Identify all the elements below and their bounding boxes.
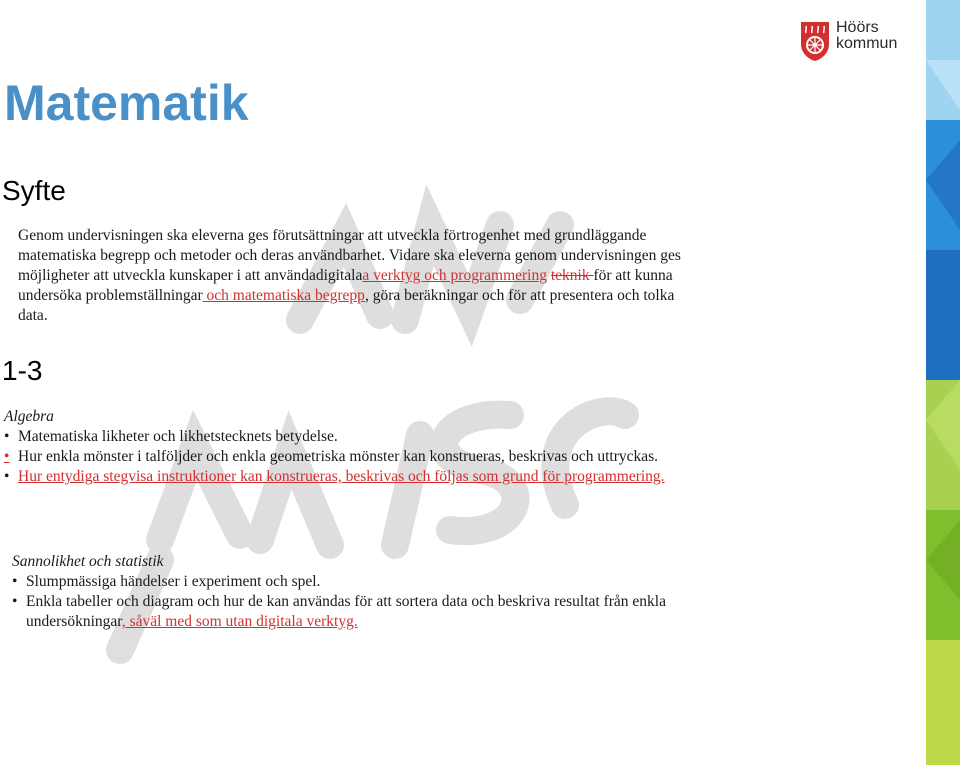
list-item-insertion: , såväl med som utan digitala verktyg. — [121, 613, 358, 630]
syfte-insertion-1: a verktyg och programmering — [362, 267, 547, 284]
bullet: • — [4, 468, 10, 485]
statistik-section — [12, 552, 722, 632]
list-item-text: Hur entydiga stegvisa instruktioner kan konstrueras, beskrivas och följas som grund för programmering. — [18, 468, 665, 485]
list-item-text: Slumpmässiga händelser i experiment och spel. — [26, 573, 321, 590]
syfte-paragraph — [18, 226, 698, 326]
list-item — [12, 572, 722, 592]
logo-line1: Höörs — [836, 19, 879, 36]
list-item-text: Hur enkla mönster i talföljder och enkla geometriska mönster kan konstrueras, beskrivas och uttryckas. — [18, 448, 659, 465]
shield-icon — [799, 20, 831, 62]
syfte-text-2: för att kunna undersöka problemställningar — [18, 267, 673, 304]
syfte-text-3: , göra beräkningar och för att presentera och tolka data. — [18, 287, 675, 324]
statistik-heading: Sannolikhet och statistik — [12, 553, 164, 570]
algebra-section — [4, 407, 694, 487]
syfte-insertion-2: och matematiska begrepp — [202, 287, 365, 304]
syfte-deletion-1: teknik — [550, 267, 594, 284]
bullet: • — [4, 448, 10, 465]
algebra-heading: Algebra — [4, 408, 54, 425]
page-title: Matematik — [4, 75, 249, 131]
list-item-text: Enkla tabeller och diagram och hur de kan användas för att sortera data och beskriva resultat från enkla undersökningar — [26, 593, 666, 630]
grade-label: 1-3 — [2, 355, 43, 386]
logo-line2: kommun — [836, 35, 898, 52]
list-item — [12, 592, 722, 632]
section-subtitle: Syfte — [2, 175, 66, 206]
list-item — [4, 467, 694, 487]
bullet: • — [12, 593, 18, 610]
decorative-edge — [926, 0, 960, 765]
list-item — [4, 427, 694, 447]
bullet: • — [4, 428, 10, 445]
syfte-text-1: Genom undervisningen ska eleverna ges förutsättningar att utveckla förtrogenhet med grundläggande matematiska begrepp och metoder och deras användbarhet. Vidare ska eleverna genom undervisningen ges möjligheter att utveckla kunskaper i att användadigitala — [18, 227, 681, 284]
bullet: • — [12, 573, 18, 590]
list-item-text: Matematiska likheter och likhetstecknets betydelse. — [18, 428, 338, 445]
list-item — [4, 447, 694, 467]
